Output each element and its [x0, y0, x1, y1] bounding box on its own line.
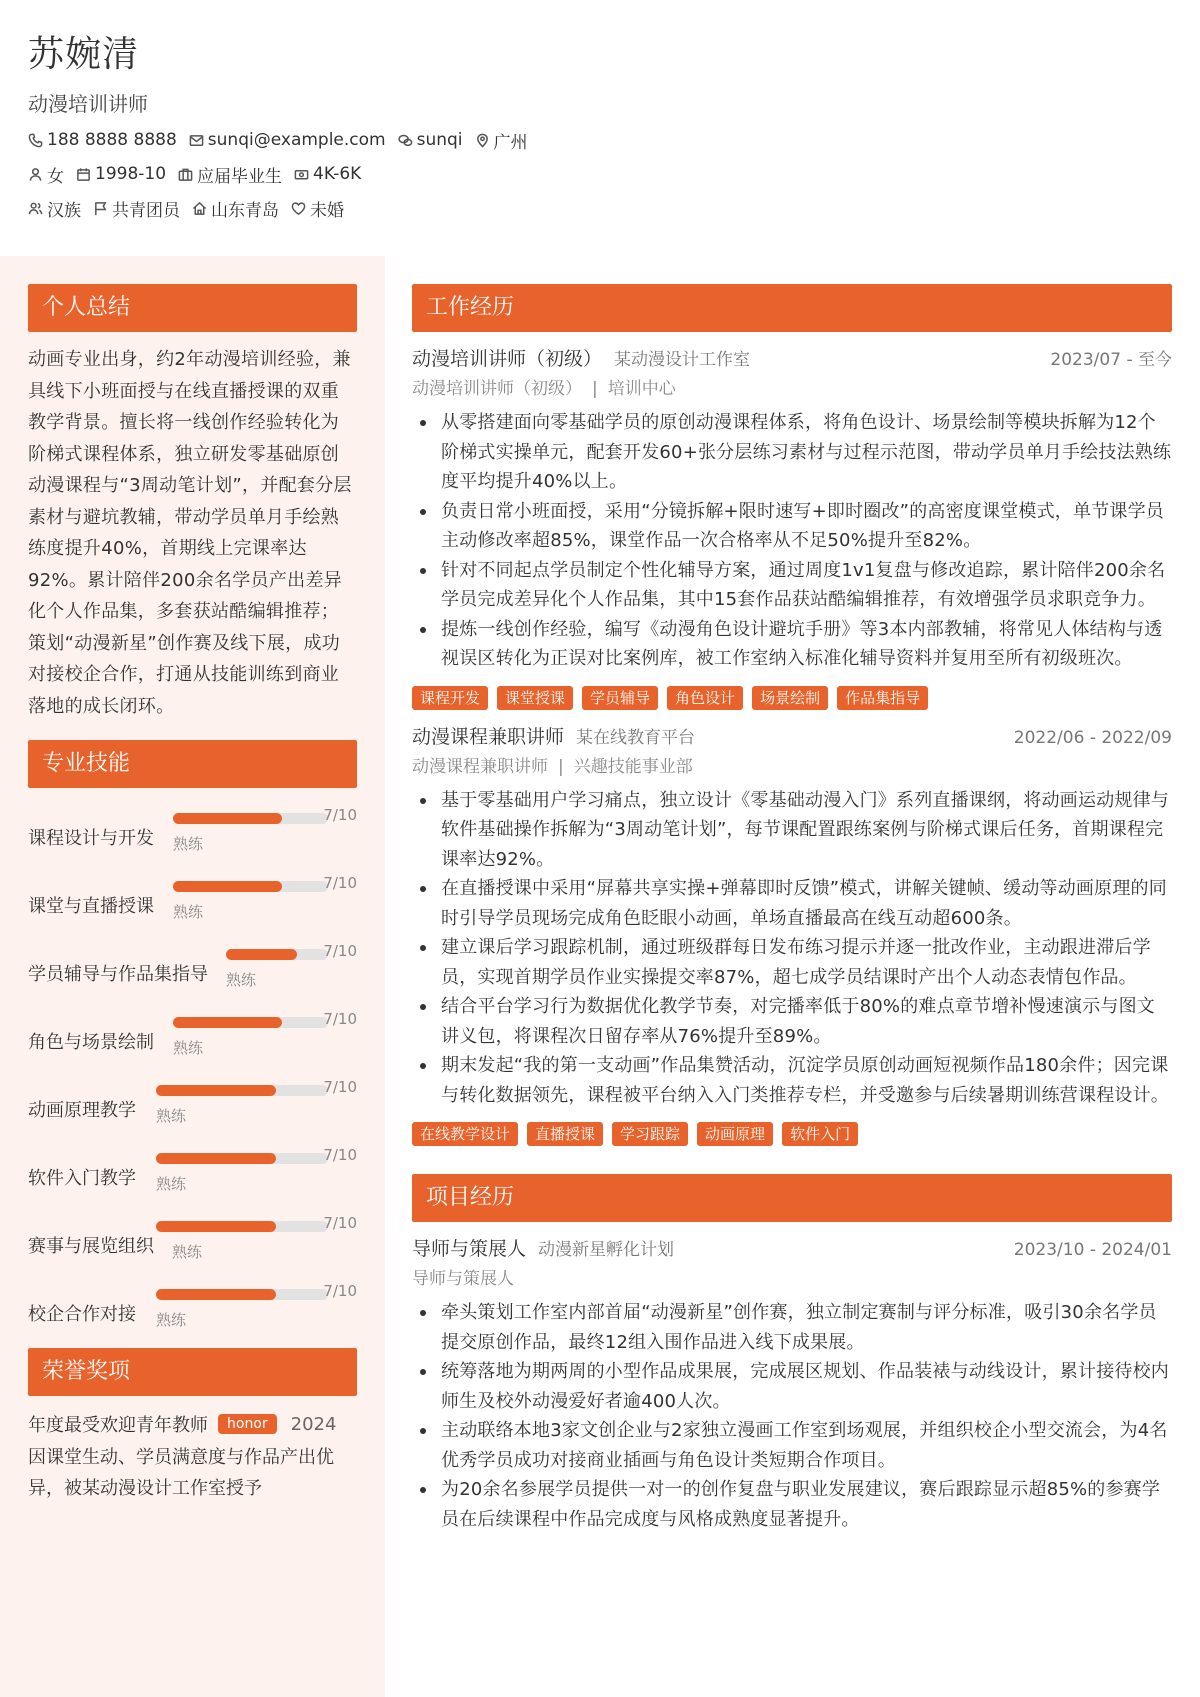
- skill-level: 熟练: [226, 971, 257, 989]
- skill-bar-fill: [156, 1085, 276, 1096]
- skill-row: [28, 1144, 357, 1212]
- salary-text: 4K-6K: [313, 164, 362, 184]
- experience-entry: [412, 344, 1172, 710]
- skill-tag: 课堂授课: [497, 686, 573, 710]
- skill-level: 熟练: [173, 1039, 204, 1057]
- skill-bar: [156, 1085, 328, 1096]
- skill-level: 熟练: [156, 1175, 187, 1193]
- skill-name: 角色与场景绘制: [28, 1032, 154, 1053]
- skill-score: 7/10: [323, 874, 357, 892]
- skill-tag: 场景绘制: [752, 686, 828, 710]
- skill-bar: [226, 949, 328, 960]
- skill-name: 赛事与展览组织: [28, 1236, 154, 1257]
- skill-bar-fill: [156, 1153, 276, 1164]
- hometown-text: 山东青岛: [211, 200, 279, 221]
- gender-item: [28, 162, 64, 187]
- skill-score: 7/10: [323, 1010, 357, 1028]
- honor-badge: honor: [218, 1414, 277, 1434]
- entry-date: 2023/10 - 2024/01: [1013, 1240, 1172, 1260]
- entry-title-group: [412, 344, 750, 371]
- entry-bullets: [412, 408, 1172, 674]
- ethnicity-item: [28, 196, 81, 221]
- gender-text: 女: [47, 166, 64, 187]
- political-item: [93, 196, 180, 221]
- entry-header: [412, 722, 1172, 752]
- skill-level: 熟练: [172, 1243, 203, 1261]
- entry-sub-role: 动漫培训讲师（初级）: [412, 379, 582, 399]
- entry-role: 动漫课程兼职讲师: [412, 725, 565, 748]
- skill-row: [28, 940, 357, 1008]
- background-row: [28, 196, 1200, 220]
- bullet-item: 主动联络本地3家文创企业与2家独立漫画工作室到场观展，并组织校企小型交流会，为4名优秀学员成功对接商业插画与角色设计类短期合作项目。: [412, 1416, 1172, 1475]
- skill-tag: 直播授课: [527, 1122, 603, 1146]
- skill-tag: 角色设计: [667, 686, 743, 710]
- home-icon: [192, 201, 207, 216]
- skill-name: 软件入门教学: [28, 1168, 136, 1189]
- skill-tag: 软件入门: [782, 1122, 858, 1146]
- birth-item: [76, 164, 166, 184]
- location-icon: [475, 133, 490, 148]
- marital-text: 未婚: [310, 200, 344, 221]
- skill-bar: [156, 1221, 328, 1232]
- skill-row: [28, 1212, 357, 1280]
- entry-role: 导师与策展人: [412, 1238, 527, 1260]
- bullet-item: 统筹落地为期两周的小型作品成果展，完成展区规划、作品装裱与动线设计，累计接待校内师生及校外动漫爱好者逾400人次。: [412, 1357, 1172, 1416]
- entry-org: 某动漫设计工作室: [614, 350, 751, 370]
- skills-heading: 专业技能: [28, 740, 357, 788]
- skill-level: 熟练: [173, 835, 204, 853]
- phone-item: [28, 130, 177, 150]
- flag-icon: [93, 201, 108, 216]
- skill-score: 7/10: [323, 942, 357, 960]
- honor-item: [28, 1408, 357, 1504]
- entry-header: [412, 344, 1172, 374]
- skill-name: 课程设计与开发: [28, 828, 154, 849]
- contact-row: [28, 128, 1200, 152]
- political-text: 共青团员: [112, 200, 180, 221]
- entry-tags: [412, 1122, 1172, 1146]
- heart-icon: [291, 201, 306, 216]
- honor-title-line: [28, 1408, 357, 1440]
- skill-tag: 学员辅导: [582, 686, 658, 710]
- honors-heading: 荣誉奖项: [28, 1348, 357, 1396]
- location-text: 广州: [493, 132, 528, 153]
- skill-score: 7/10: [323, 1282, 357, 1300]
- entry-tags: [412, 686, 1172, 710]
- work-heading: 工作经历: [412, 284, 1172, 332]
- email-item: [189, 130, 386, 150]
- location-item: [475, 128, 528, 153]
- email-text: sunqi@example.com: [207, 130, 386, 150]
- skill-level: 熟练: [156, 1107, 187, 1125]
- skill-score: 7/10: [323, 806, 357, 824]
- skill-bar-fill: [156, 1289, 276, 1300]
- entry-date: 2023/07 - 至今: [1050, 350, 1172, 370]
- skill-score: 7/10: [323, 1078, 357, 1096]
- bullet-item: 为20余名参展学员提供一对一的创作复盘与职业发展建议，赛后跟踪显示超85%的参赛学员在后续课程中作品完成度与风格成熟度显著提升。: [412, 1475, 1172, 1534]
- entry-role: 动漫培训讲师（初级）: [412, 348, 603, 370]
- skill-level: 熟练: [156, 1311, 187, 1329]
- skill-name: 校企合作对接: [28, 1304, 136, 1325]
- skill-row: [28, 1008, 357, 1076]
- skill-tag: 在线教学设计: [412, 1122, 518, 1146]
- status-text: 应届毕业生: [197, 166, 283, 187]
- skill-row: [28, 872, 357, 940]
- bullet-item: 提炼一线创作经验，编写《动漫角色设计避坑手册》等3本内部教辅，将常见人体结构与透视误区转化为正误对比案例库，被工作室纳入标准化辅导资料并复用至所有初级班次。: [412, 615, 1172, 674]
- projects-heading: 项目经历: [412, 1174, 1172, 1222]
- entry-sub-separator: |: [558, 756, 564, 777]
- sidebar: [0, 256, 385, 1697]
- phone-icon: [28, 133, 43, 148]
- candidate-name: 苏婉清: [28, 34, 140, 75]
- entry-header: [412, 1234, 1172, 1264]
- honor-title: 年度最受欢迎青年教师: [28, 1415, 208, 1436]
- entry-org: 动漫新星孵化计划: [538, 1240, 675, 1260]
- skill-tag: 课程开发: [412, 686, 488, 710]
- ethnicity-text: 汉族: [47, 200, 81, 221]
- bullet-item: 在直播授课中采用“屏幕共享实操+弹幕即时反馈”模式，讲解关键帧、缓动等动画原理的同时引导学员现场完成角色眨眼小动画，单场直播最高在线互动超600条。: [412, 874, 1172, 933]
- skill-name: 学员辅导与作品集指导: [28, 964, 208, 985]
- people-icon: [28, 201, 43, 216]
- bullet-item: 针对不同起点学员制定个性化辅导方案，通过周度1v1复盘与修改追踪，累计陪伴200余名学员完成差异化个人作品集，其中15套作品获站酷编辑推荐，有效增强学员求职竞争力。: [412, 556, 1172, 615]
- calendar-icon: [76, 167, 91, 182]
- salary-item: [294, 164, 361, 184]
- honor-desc: 因课堂生动、学员满意度与作品产出优异，被某动漫设计工作室授予: [28, 1447, 334, 1499]
- skills-list: [28, 804, 357, 1348]
- entry-sub-dept: 兴趣技能事业部: [573, 756, 693, 777]
- wechat-text: sunqi: [416, 130, 463, 150]
- work-list: [412, 344, 1172, 1146]
- skill-tag: 作品集指导: [837, 686, 928, 710]
- skill-bar-fill: [156, 1221, 276, 1232]
- entry-bullets: [412, 1298, 1172, 1534]
- birth-text: 1998-10: [95, 164, 167, 184]
- candidate-title: 动漫培训讲师: [28, 92, 148, 116]
- skill-bar: [173, 1017, 328, 1028]
- skill-bar-fill: [226, 949, 297, 960]
- entry-title-group: [412, 1234, 674, 1261]
- main-column: [412, 256, 1172, 1697]
- skill-bar-fill: [173, 881, 282, 892]
- entry-sub-dept: 培训中心: [607, 379, 676, 399]
- bullet-item: 结合平台学习行为数据优化教学节奏，对完播率低于80%的难点章节增补慢速演示与图文讲义包，将课程次日留存率从76%提升至89%。: [412, 992, 1172, 1051]
- briefcase-icon: [178, 167, 193, 182]
- skill-tag: 学习跟踪: [612, 1122, 688, 1146]
- bullet-item: 期末发起“我的第一支动画”作品集赞活动，沉淀学员原创动画短视频作品180余件；因完课与转化数据领先，课程被平台纳入入门类推荐专栏，并受邀参与后续暑期训练营课程设计。: [412, 1051, 1172, 1110]
- entry-subtitle: [412, 752, 1172, 782]
- experience-entry: [412, 722, 1172, 1147]
- marital-item: [291, 196, 344, 221]
- skill-level: 熟练: [173, 903, 204, 921]
- project-list: [412, 1234, 1172, 1534]
- bullet-item: 牵头策划工作室内部首届“动漫新星”创作赛，独立制定赛制与评分标准，吸引30余名学员提交原创作品，最终12组入围作品进入线下成果展。: [412, 1298, 1172, 1357]
- skill-name: 课堂与直播授课: [28, 896, 154, 917]
- summary-heading: 个人总结: [28, 284, 357, 332]
- skill-bar: [156, 1289, 328, 1300]
- entry-title-group: [412, 722, 695, 749]
- entry-sub-role: 动漫课程兼职讲师: [412, 756, 548, 777]
- skill-bar-fill: [173, 813, 282, 824]
- resume-header: [0, 0, 1200, 256]
- entry-sub-separator: |: [592, 379, 598, 399]
- skill-tag: 动画原理: [697, 1122, 773, 1146]
- skill-bar: [173, 813, 328, 824]
- skill-row: [28, 1280, 357, 1348]
- skill-score: 7/10: [323, 1146, 357, 1164]
- entry-bullets: [412, 786, 1172, 1111]
- skill-name: 动画原理教学: [28, 1100, 136, 1121]
- person-icon: [28, 167, 43, 182]
- skill-bar: [156, 1153, 328, 1164]
- entry-subtitle: [412, 374, 1172, 404]
- experience-entry: [412, 1234, 1172, 1534]
- honor-year: 2024: [290, 1413, 337, 1435]
- skill-score: 7/10: [323, 1214, 357, 1232]
- bullet-item: 从零搭建面向零基础学员的原创动漫课程体系，将角色设计、场景绘制等模块拆解为12个阶梯式实操单元，配套开发60+张分层练习素材与过程示范图，带动学员单月手绘技法熟练度平均提升40%以上。: [412, 408, 1172, 497]
- skill-row: [28, 804, 357, 872]
- bullet-item: 负责日常小班面授，采用“分镜拆解+限时速写+即时圈改”的高密度课堂模式，单节课学员主动修改率超85%，课堂作品一次合格率从不足50%提升至82%。: [412, 497, 1172, 556]
- hometown-item: [192, 196, 279, 221]
- entry-date: 2022/06 - 2022/09: [1013, 727, 1172, 748]
- bullet-item: 基于零基础用户学习痛点，独立设计《零基础动漫入门》系列直播课纲，将动画运动规律与软件基础操作拆解为“3周动笔计划”，每节课配置跟练案例与阶梯式课后任务，首期课程完课率达92%。: [412, 786, 1172, 875]
- skill-bar-fill: [173, 1017, 282, 1028]
- money-icon: [294, 167, 309, 182]
- mail-icon: [189, 133, 204, 148]
- summary-text: 动画专业出身，约2年动漫培训经验，兼具线下小班面授与在线直播授课的双重教学背景。擅长将一线创作经验转化为阶梯式课程体系，独立研发零基础原创动漫课程与“3周动笔计划”，并配套分层素材与避坑教辅，带动学员单月手绘熟练度提升40%，首期线上完课率达92%。累计陪伴200余名学员产出差异化个人作品集，多套获站酷编辑推荐；策划“动漫新星”创作赛及线下展，成功对接校企合作，打通从技能训练到商业落地的成长闭环。: [28, 349, 352, 717]
- skill-row: [28, 1076, 357, 1144]
- entry-subtitle: [412, 1264, 1172, 1294]
- personal-row: [28, 162, 1200, 186]
- entry-sub-role: 导师与策展人: [412, 1269, 514, 1289]
- status-item: [178, 162, 282, 187]
- entry-org: 某在线教育平台: [576, 727, 696, 748]
- bullet-item: 建立课后学习跟踪机制，通过班级群每日发布练习提示并逐一批改作业，主动跟进滞后学员，实现首期学员作业实操提交率87%，超七成学员结课时产出个人动态表情包作品。: [412, 933, 1172, 992]
- skill-bar: [173, 881, 328, 892]
- phone-text: 188 8888 8888: [47, 130, 177, 150]
- wechat-item: [398, 130, 463, 150]
- wechat-icon: [398, 133, 413, 148]
